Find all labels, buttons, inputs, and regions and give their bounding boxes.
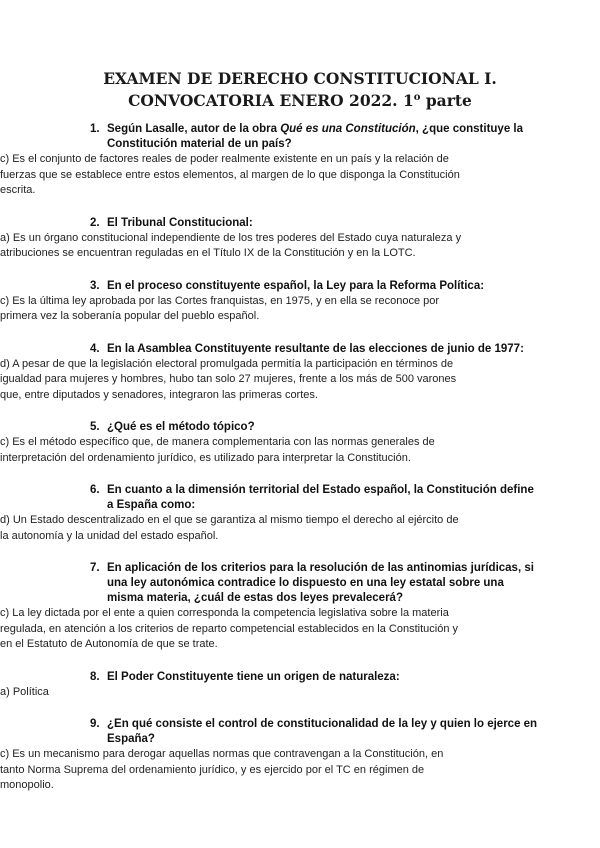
title-superscript: o — [413, 91, 421, 103]
question-text-part: ¿Qué es el método tópico? — [107, 421, 255, 433]
question-item-7 — [0, 561, 542, 653]
question-text — [72, 122, 542, 152]
question-text — [72, 279, 542, 294]
answer-text: c) La ley dictada por el ente a quien corresponda la competencia legislativa sobre la materia regulada, en atención a los criterios de reparto competencial establecidos en la Constitución y en el Estatuto de Autonomía de que se trate. — [0, 607, 458, 650]
answer-text: c) Es la última ley aprobada por las Cortes franquistas, en 1975, y en ella se reconoce por primera vez la soberanía popular del pueblo español. — [0, 294, 440, 322]
answer-text: c) Es el método específico que, de manera complementaria con las normas generales de interpretación del ordenamiento jurídico, es utilizado para interpretar la Constitución. — [0, 436, 435, 464]
book-title: Qué es una Constitución — [280, 123, 416, 135]
question-number: 9. — [90, 718, 100, 730]
question-text — [72, 420, 542, 435]
question-number: 6. — [90, 484, 100, 496]
question-text-part: , ¿que constituye la Constitución material de un país? — [107, 123, 524, 150]
answer-text: a) Política — [0, 685, 49, 698]
question-number: 2. — [90, 216, 100, 229]
question-number: 7. — [90, 562, 100, 574]
question-number: 3. — [90, 279, 100, 292]
question-text-part: En aplicación de los criterios para la resolución de las antinomias jurídicas, si una ley autonómica contradice lo dispuesto en una ley estatal sobre una misma materia, ¿cuál de estas dos leyes prevalecerá? — [107, 562, 534, 604]
question-item-4 — [0, 342, 542, 404]
question-item-6 — [0, 483, 542, 544]
question-text — [72, 216, 542, 231]
question-text-part: Según Lasalle, autor de la obra — [107, 123, 281, 135]
question-text-part: En el proceso constituyente español, la Ley para la Reforma Política: — [107, 279, 485, 292]
question-number: 1. — [90, 123, 100, 135]
answer-text: d) Un Estado descentralizado en el que se garantiza al mismo tiempo el derecho al ejército de la autonomía y la unidad del estado español. — [0, 514, 459, 542]
question-text-part: ¿En qué consiste el control de constitucionalidad de la ley y quien lo ejerce en España? — [107, 718, 538, 745]
question-text — [72, 483, 542, 513]
question-text — [72, 561, 542, 606]
answer-text: c) Es el conjunto de factores reales de poder realmente existente en un país y la relación de fuerzas que se establece entre estos elementos, al margen de lo que disponga la Constitución escrita. — [0, 153, 460, 196]
question-item-8 — [0, 670, 542, 701]
answer-text: a) Es un órgano constitucional independiente de los tres poderes del Estado cuya naturaleza y atribuciones se encuentran reguladas en el Título IX de la Constitución y en la LOTC. — [0, 231, 462, 259]
question-text-part: En la Asamblea Constituyente resultante de las elecciones de junio de 1977: — [107, 342, 524, 355]
page-title — [40, 68, 560, 112]
question-number: 5. — [90, 421, 100, 433]
question-number: 8. — [90, 670, 100, 683]
answer-text: d) A pesar de que la legislación electoral promulgada permitía la participación en términos de igualdad para mujeres y hombres, hubo tan solo 27 mujeres, frente a los más de 500 varones que, entre diputados y senadores, integraron las primeras cortes. — [0, 357, 457, 401]
question-text — [72, 670, 542, 685]
answer-text: c) Es un mecanismo para derogar aquellas normas que contravengan a la Constitución, en tanto Norma Suprema del ordenamiento jurídico, y es ejercido por el TC en régimen de monopolio. — [0, 748, 444, 791]
question-list — [0, 122, 542, 811]
question-item-5 — [0, 420, 542, 466]
title-tail: parte — [420, 91, 472, 110]
question-item-9 — [0, 717, 542, 794]
question-item-2 — [0, 216, 542, 262]
question-text — [72, 342, 542, 357]
question-text-part: En cuanto a la dimensión territorial del Estado español, la Constitución define a España como: — [107, 484, 534, 511]
question-text-part: El Tribunal Constitucional: — [107, 216, 253, 229]
question-text — [72, 717, 542, 747]
title-main: EXAMEN DE DERECHO CONSTITUCIONAL I. CONVOCATORIA ENERO 2022. 1 — [103, 69, 497, 110]
question-item-3 — [0, 279, 542, 325]
question-text-part: El Poder Constituyente tiene un origen de naturaleza: — [107, 670, 400, 683]
question-item-1 — [0, 122, 542, 199]
question-number: 4. — [90, 342, 100, 355]
